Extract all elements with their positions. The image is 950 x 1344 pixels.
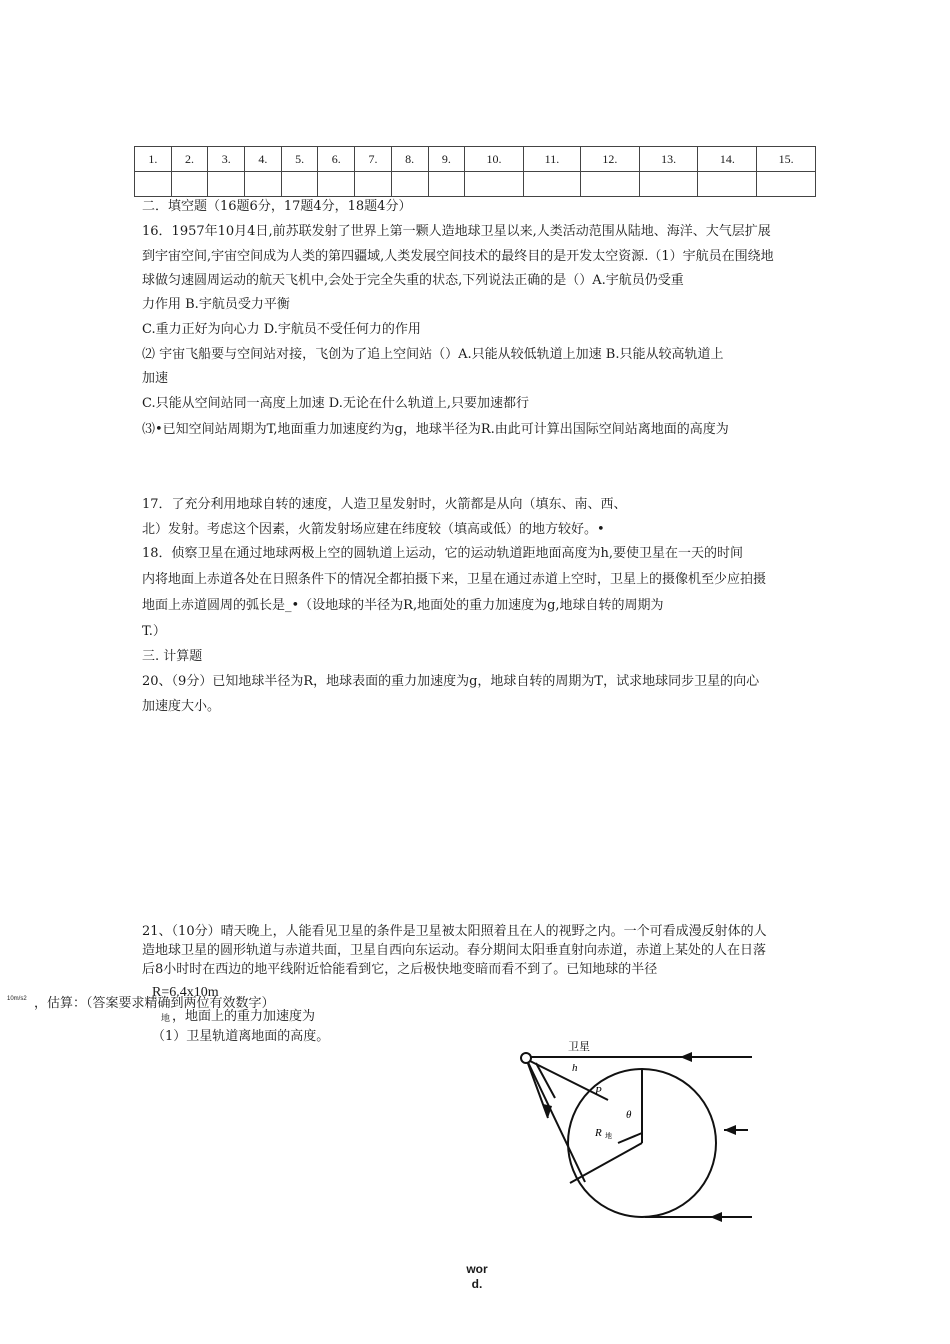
footer-line1: wor: [466, 1262, 488, 1276]
fig-label-p: P: [595, 1085, 602, 1097]
answer-cell-blank[interactable]: [355, 172, 392, 197]
answer-cell-blank[interactable]: [581, 172, 640, 197]
q16-line4: 力作用 B.宇航员受力平衡: [142, 297, 290, 312]
answer-cell-blank[interactable]: [208, 172, 245, 197]
answer-cell-number: 10.: [465, 147, 524, 172]
answer-cell-number: 7.: [355, 147, 392, 172]
answer-cell-blank[interactable]: [281, 172, 318, 197]
answer-cell-number: 14.: [698, 147, 757, 172]
answer-cell-number: 15.: [757, 147, 816, 172]
q17-line1: 17．了充分利用地球自转的速度，人造卫星发射时，火箭都是从向（填东、南、西、: [142, 497, 627, 512]
fig-label-r-sub: 地: [605, 1132, 612, 1140]
answer-cell-blank[interactable]: [428, 172, 465, 197]
q16-line3: 球做匀速圆周运动的航天飞机中,会处于完全失重的状态,下列说法正确的是（）A.宇航员仍受重: [142, 273, 684, 288]
radius-to-p: [570, 1143, 642, 1183]
fig-label-r: R: [595, 1127, 602, 1139]
answer-cell-number: 1.: [135, 147, 172, 172]
fig-label-h: h: [572, 1062, 578, 1074]
q16-line1: 16．1957年10月4日,前苏联发射了世界上第一颗人造地球卫星以来,人类活动范围从陆地、海洋、大气层扩展: [142, 224, 771, 239]
answer-table-number-row: [135, 147, 816, 172]
answer-cell-number: 6.: [318, 147, 355, 172]
fig-label-theta: θ: [626, 1109, 632, 1121]
q21-gravity-text: ，地面上的重力加速度为: [172, 1009, 316, 1024]
section2-header: 二．填空题（16题6分，17题4分，18题4分）: [142, 199, 412, 214]
page-footer: [462, 1262, 492, 1292]
answer-cell-number: 8.: [391, 147, 428, 172]
answer-cell-blank[interactable]: [465, 172, 524, 197]
answer-table-blank-row: [135, 172, 816, 197]
angle-line: [618, 1133, 642, 1143]
q21-line2: 造地球卫星的圆形轨道与赤道共面，卫星自西向东运动。春分期间太阳垂直射向赤道，赤道上某处的人在日落: [142, 943, 767, 958]
q21-small-unit: 10m/s2: [7, 996, 27, 1002]
answer-table: [134, 146, 816, 197]
q21-sub-di: 地: [161, 1014, 171, 1024]
q21-radius-value: R=6.4x10m: [152, 985, 219, 1000]
answer-cell-blank[interactable]: [757, 172, 816, 197]
answer-cell-blank[interactable]: [171, 172, 208, 197]
answer-cell-blank[interactable]: [135, 172, 172, 197]
q17-line2: 北）发射。考虑这个因素，火箭发射场应建在纬度较（填高或低）的地方较好。•: [142, 522, 605, 537]
q16-line8: C.只能从空间站同一高度上加速 D.无论在什么轨道上,只要加速都行: [142, 396, 529, 411]
answer-cell-blank[interactable]: [318, 172, 355, 197]
sightline-lower: [526, 1058, 585, 1182]
q20-line2: 加速度大小。: [142, 699, 221, 714]
answer-cell-blank[interactable]: [245, 172, 282, 197]
arrowhead-top-icon: [680, 1052, 692, 1062]
answer-cell-number: 5.: [281, 147, 318, 172]
answer-cell-number: 3.: [208, 147, 245, 172]
q18-line4: T.）: [142, 624, 166, 639]
answer-cell-number: 4.: [245, 147, 282, 172]
answer-cell-number: 13.: [639, 147, 698, 172]
q16-line2: 到宇宙空间,宇宙空间成为人类的第四疆域,人类发展空间技术的最终目的是开发太空资源.（1）宇航员在围绕地: [142, 249, 774, 264]
q21-part1: （1）卫星轨道离地面的高度。: [152, 1029, 330, 1044]
arrowhead-middle-icon: [724, 1125, 736, 1135]
q16-line7: 加速: [142, 371, 169, 386]
q21-line1: 21、（10分）晴天晚上，人能看见卫星的条件是卫星被太阳照着且在人的视野之内。一个可看成漫反射体的人: [142, 924, 767, 939]
q18-line2: 内将地面上赤道各处在日照条件下的情况全都拍摄下来，卫星在通过赤道上空时，卫星上的摄像机至少应拍摄: [142, 572, 767, 587]
answer-cell-number: 9.: [428, 147, 465, 172]
q21-line3: 后8小时时在西边的地平线附近恰能看到它，之后极快地变暗而看不到了。已知地球的半径: [142, 962, 658, 977]
answer-cell-number: 2.: [171, 147, 208, 172]
q18-line3: 地面上赤道圆周的弧长是_•（设地球的半径为R,地面处的重力加速度为g,地球自转的周期为: [142, 598, 664, 613]
fig-label-satellite: 卫星: [568, 1040, 590, 1053]
q16-line5: C.重力正好为向心力 D.宇航员不受任何力的作用: [142, 322, 421, 337]
arrowhead-bottom-icon: [710, 1212, 722, 1222]
section3-header: 三. 计算题: [142, 649, 203, 664]
q16-line9: ⑶•已知空间站周期为T,地面重力加速度约为g，地球半径为R.由此可计算出国际空间站离地面的高度为: [142, 422, 729, 437]
answer-cell-blank[interactable]: [391, 172, 428, 197]
q18-line1: 18．侦察卫星在通过地球两极上空的圆轨道上运动，它的运动轨道距地面高度为h,要使卫星在一天的时间: [142, 546, 744, 561]
q16-line6: ⑵ 宇宙飞船要与空间站对接，飞创为了追上空间站（）A.只能从较低轨道上加速 B.只能从较高轨道上: [142, 347, 724, 362]
answer-cell-number: 11.: [523, 147, 580, 172]
answer-cell-number: 12.: [581, 147, 640, 172]
q20-line1: 20、（9分）已知地球半径为R，地球表面的重力加速度为g，地球自转的周期为T，试求地球同步卫星的向心: [142, 674, 760, 689]
satellite-dot: [521, 1053, 531, 1063]
q21-estimate: ，估算：（答案要求精确到两位有效数字）: [34, 996, 275, 1011]
answer-cell-blank[interactable]: [639, 172, 698, 197]
satellite-figure: [510, 1038, 760, 1228]
answer-cell-blank[interactable]: [698, 172, 757, 197]
footer-line2: d.: [471, 1277, 483, 1291]
answer-cell-blank[interactable]: [523, 172, 580, 197]
